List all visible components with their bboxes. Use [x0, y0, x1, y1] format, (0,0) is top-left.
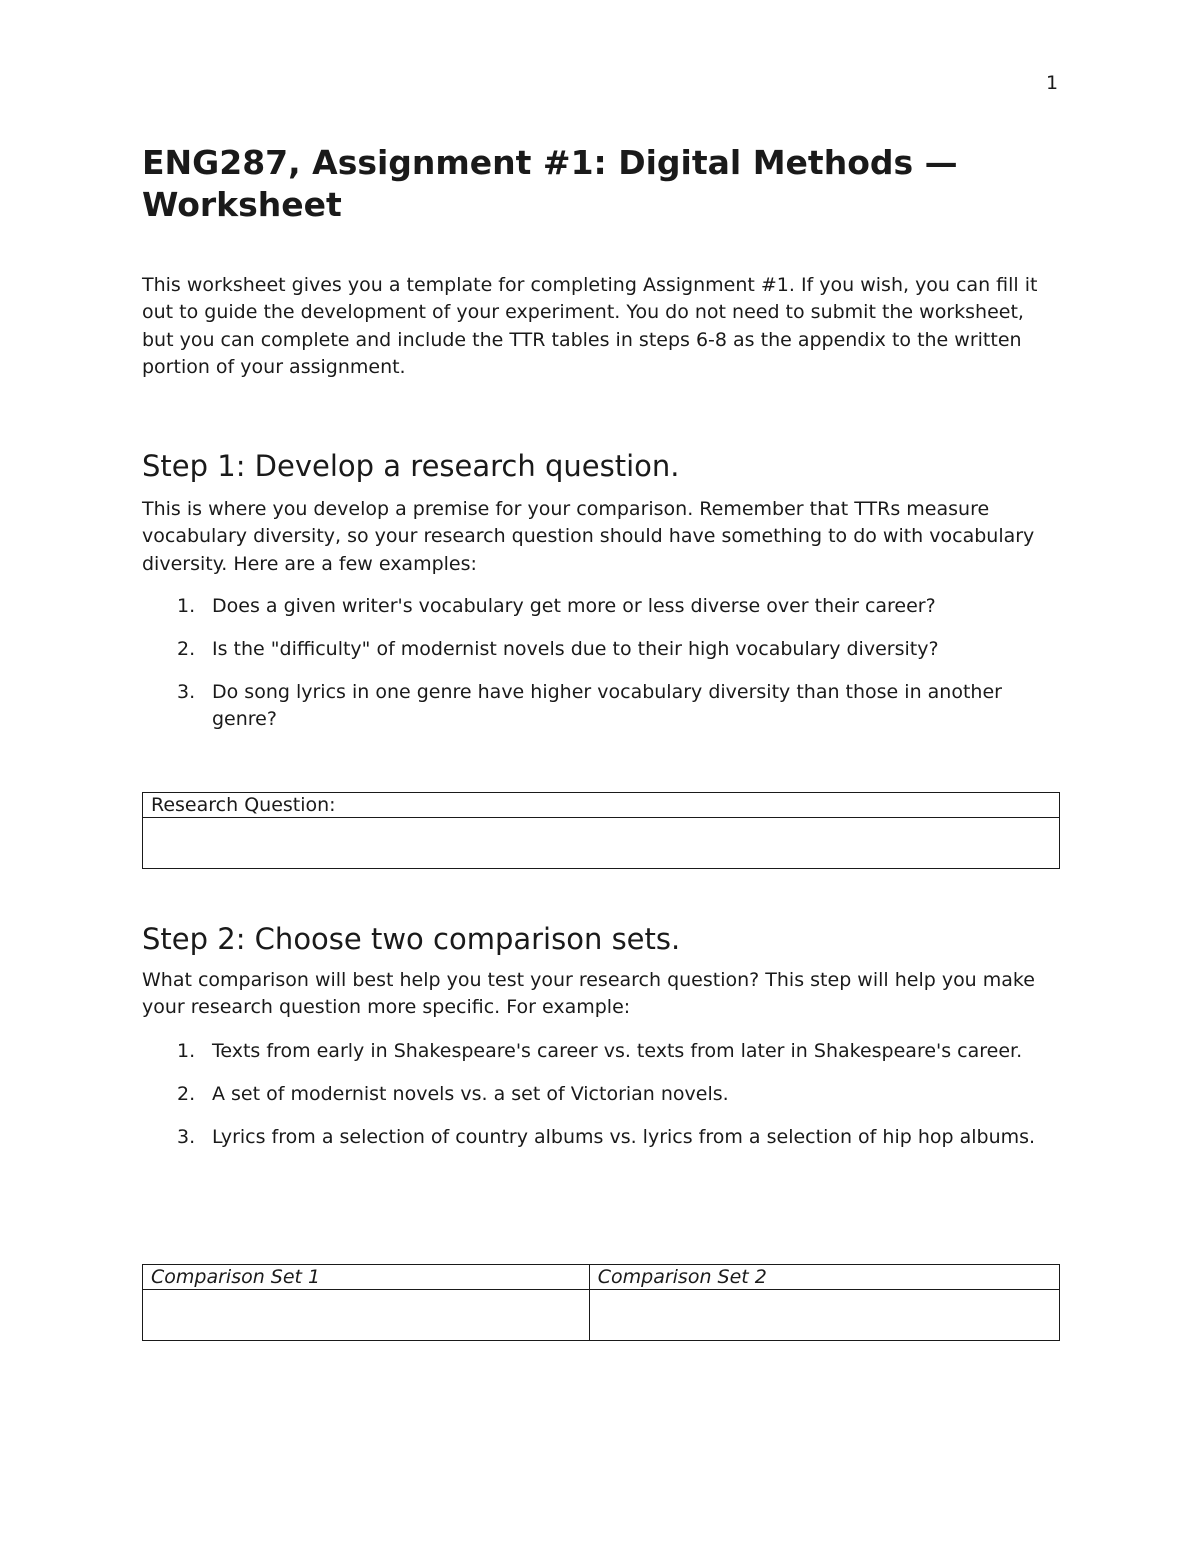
- list-number: 2.: [177, 637, 196, 660]
- comparison-set-2-header: Comparison Set 2: [589, 1265, 1059, 1290]
- list-number: 2.: [177, 1082, 196, 1105]
- list-item: [142, 636, 1060, 663]
- research-question-table: [142, 792, 1060, 869]
- step1-examples-list: [142, 593, 1060, 749]
- list-number: 1.: [177, 595, 196, 617]
- step1-heading: Step 1: Develop a research question.: [142, 449, 680, 483]
- list-item-text: Do song lyrics in one genre have higher vocabulary diversity than those in another genre?: [212, 680, 1002, 730]
- page-number: 1: [1046, 72, 1059, 94]
- list-number: 1.: [177, 1040, 196, 1062]
- step2-examples-list: [142, 1038, 1060, 1166]
- list-item-text: A set of modernist novels vs. a set of Victorian novels.: [212, 1082, 729, 1105]
- list-item-text: Does a given writer's vocabulary get more or less diverse over their career?: [212, 595, 936, 617]
- step2-heading: Step 2: Choose two comparison sets.: [142, 922, 681, 956]
- step1-paragraph: This is where you develop a premise for your comparison. Remember that TTRs measure vocabulary diversity, so your research question should have something to do with vocabulary diversity. Here are a few examples:: [142, 498, 1035, 575]
- list-number: 3.: [177, 680, 196, 703]
- research-question-label: Research Question:: [143, 793, 1060, 818]
- list-item-text: Texts from early in Shakespeare's career vs. texts from later in Shakespeare's career.: [212, 1040, 1023, 1062]
- comparison-set-2-cell[interactable]: [589, 1290, 1059, 1341]
- comparison-set-1-header: Comparison Set 1: [143, 1265, 590, 1290]
- document-title: ENG287, Assignment #1: Digital Methods — Worksheet: [142, 143, 958, 224]
- list-number: 3.: [177, 1125, 196, 1148]
- research-question-cell[interactable]: [143, 818, 1060, 869]
- list-item: [142, 1124, 1060, 1151]
- intro-paragraph: This worksheet gives you a template for completing Assignment #1. If you wish, you can fill it out to guide the development of your experiment. You do not need to submit the worksheet, but you can complete and include the TTR tables in steps 6-8 as the appendix to the written portion of your assignment.: [142, 274, 1038, 378]
- comparison-set-1-cell[interactable]: [143, 1290, 590, 1341]
- list-item: [142, 1081, 1060, 1108]
- list-item: [142, 679, 1060, 734]
- step2-paragraph: What comparison will best help you test your research question? This step will help you make your research question more specific. For example:: [142, 969, 1035, 1019]
- list-item: [142, 593, 1060, 620]
- list-item: [142, 1038, 1060, 1065]
- list-item-text: Is the "difficulty" of modernist novels due to their high vocabulary diversity?: [212, 637, 939, 660]
- list-item-text: Lyrics from a selection of country albums vs. lyrics from a selection of hip hop albums.: [212, 1125, 1036, 1148]
- comparison-sets-table: [142, 1264, 1060, 1341]
